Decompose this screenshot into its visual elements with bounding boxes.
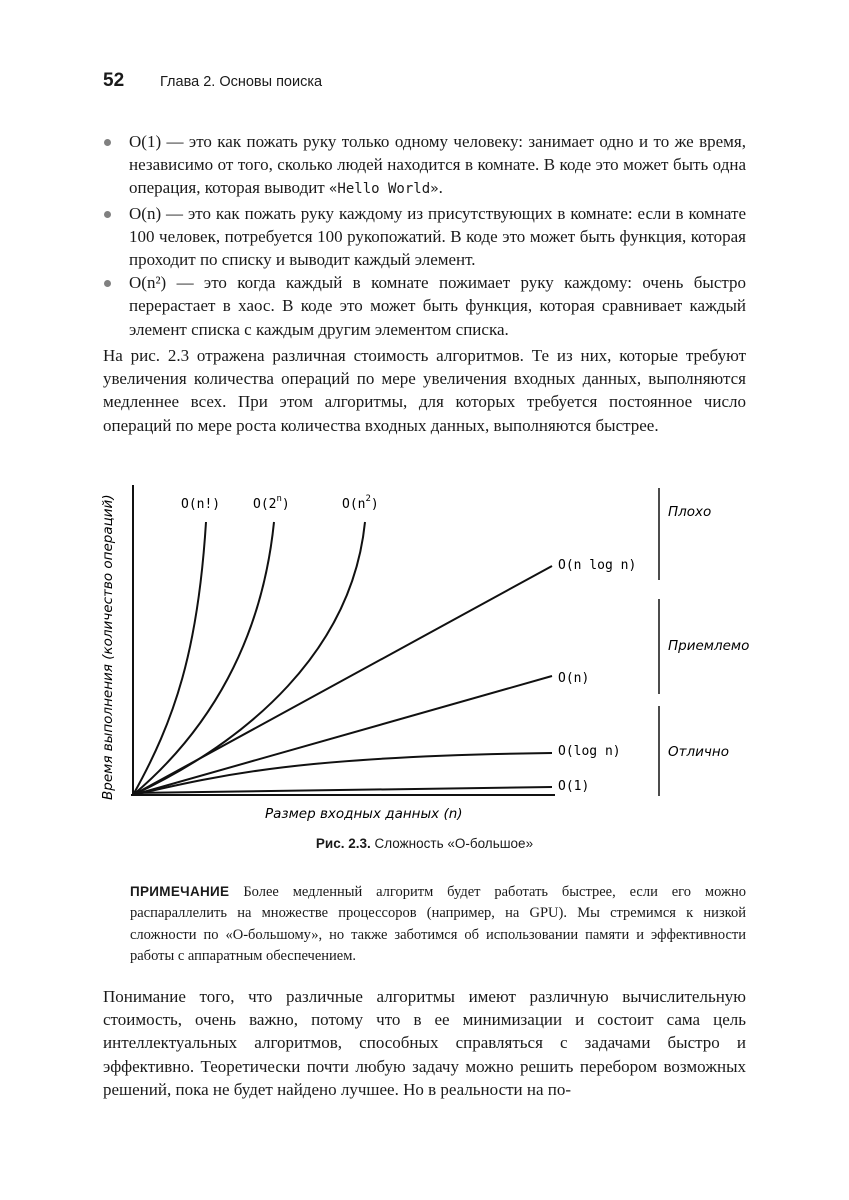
label-exponential-close: ): [281, 497, 290, 512]
note-text: Более медленный алгоритм будет работать быстрее, если его можно распараллелить на множестве процессоров (например, на GPU). Мы стремимся к низкой сложности по «O-большому», но также заботимся об использовании памяти и эффективности работы с аппаратным обеспечением.: [130, 884, 746, 964]
bullet-text: — это как пожать руку только одному человеку: занимает одно и то же время, независимо от того, сколько людей находится в комнате. В коде это может быть одна операция, которая выводит: [129, 132, 746, 198]
bullet-icon: [104, 139, 111, 146]
label-log: O(log n): [558, 744, 621, 759]
label-exponential-base: O(2: [253, 497, 277, 512]
bullet-list: [103, 130, 746, 341]
paragraph: Понимание того, что различные алгоритмы имеют различную вычислительную стоимость, очень важно, потому что в ее минимизации и состоит сама цель интеллектуальных алгоритмов, способных справляться с задачами быстро и эффективно. Теоретически почти любую задачу можно решить перебором возможных решений, пока не будет найдено лучшее. Но в реальности на по-: [103, 987, 746, 1099]
figure-caption: [0, 836, 849, 851]
bullet-text: — это когда каждый в комнате пожимает руку каждому: очень быстро перерастает в хаос. В коде это может быть функция, которая сравнивает каждый элемент списка с каждым другим элементом списка.: [129, 273, 746, 339]
bullet-icon: [104, 280, 111, 287]
label-factorial: O(n!): [181, 497, 221, 512]
label-const: O(1): [558, 779, 590, 794]
page-number: 52: [103, 70, 125, 91]
band-good-label: Отлично: [668, 744, 729, 760]
running-title: Глава 2. Основы поиска: [160, 74, 323, 90]
note-block: [130, 881, 746, 967]
curve-factorial: [133, 522, 206, 795]
complexity-figure: [90, 470, 750, 830]
bullet-tail: .: [438, 178, 443, 198]
curve-quadratic: [133, 522, 365, 795]
curve-linear: [133, 676, 552, 795]
curve-const: [133, 787, 552, 793]
list-item: [103, 271, 746, 341]
y-axis-title: Время выполнения (количество операций): [100, 494, 116, 800]
bullet-list-block: [103, 130, 746, 341]
band-ok-label: Приемлемо: [668, 638, 750, 654]
caption-text: Сложность «O-большое»: [370, 836, 534, 851]
code-snippet: «Hello World»: [329, 181, 439, 198]
label-quadratic-base: O(n: [342, 497, 366, 512]
x-axis-title: Размер входных данных (n): [265, 806, 463, 822]
bullet-term: O(n): [129, 203, 162, 223]
list-item: [103, 130, 746, 202]
label-exponential: [253, 494, 290, 512]
note-label: ПРИМЕЧАНИЕ: [130, 884, 230, 899]
bullet-term: O(n²): [129, 273, 167, 293]
paragraph: На рис. 2.3 отражена различная стоимость алгоритмов. Те из них, которые требуют увеличения количества операций по мере увеличения входных данных, выполняются медленнее всех. При этом алгоритмы, для которых требуется постоянное число операций по мере роста количества входных данных, выполняются быстрее.: [103, 346, 746, 435]
label-nlogn: O(n log n): [558, 558, 637, 573]
label-quadratic: [342, 494, 379, 512]
bullet-text: — это как пожать руку каждому из присутствующих в комнате: если в комнате 100 человек, потребуется 100 рукопожатий. В коде это может быть функция, которая проходит по списку и выводит каждый элемент.: [129, 203, 746, 270]
label-linear: O(n): [558, 671, 590, 686]
label-quadratic-exp: 2: [365, 494, 371, 504]
label-quadratic-close: ): [370, 497, 379, 512]
page-header: [103, 70, 124, 92]
band-bad-label: Плохо: [668, 504, 712, 520]
list-item: [103, 202, 746, 272]
bullet-term: O(1): [129, 132, 162, 151]
label-exponential-exp: n: [276, 494, 282, 504]
bullet-icon: [104, 211, 111, 218]
caption-label: Рис. 2.3.: [315, 836, 371, 851]
